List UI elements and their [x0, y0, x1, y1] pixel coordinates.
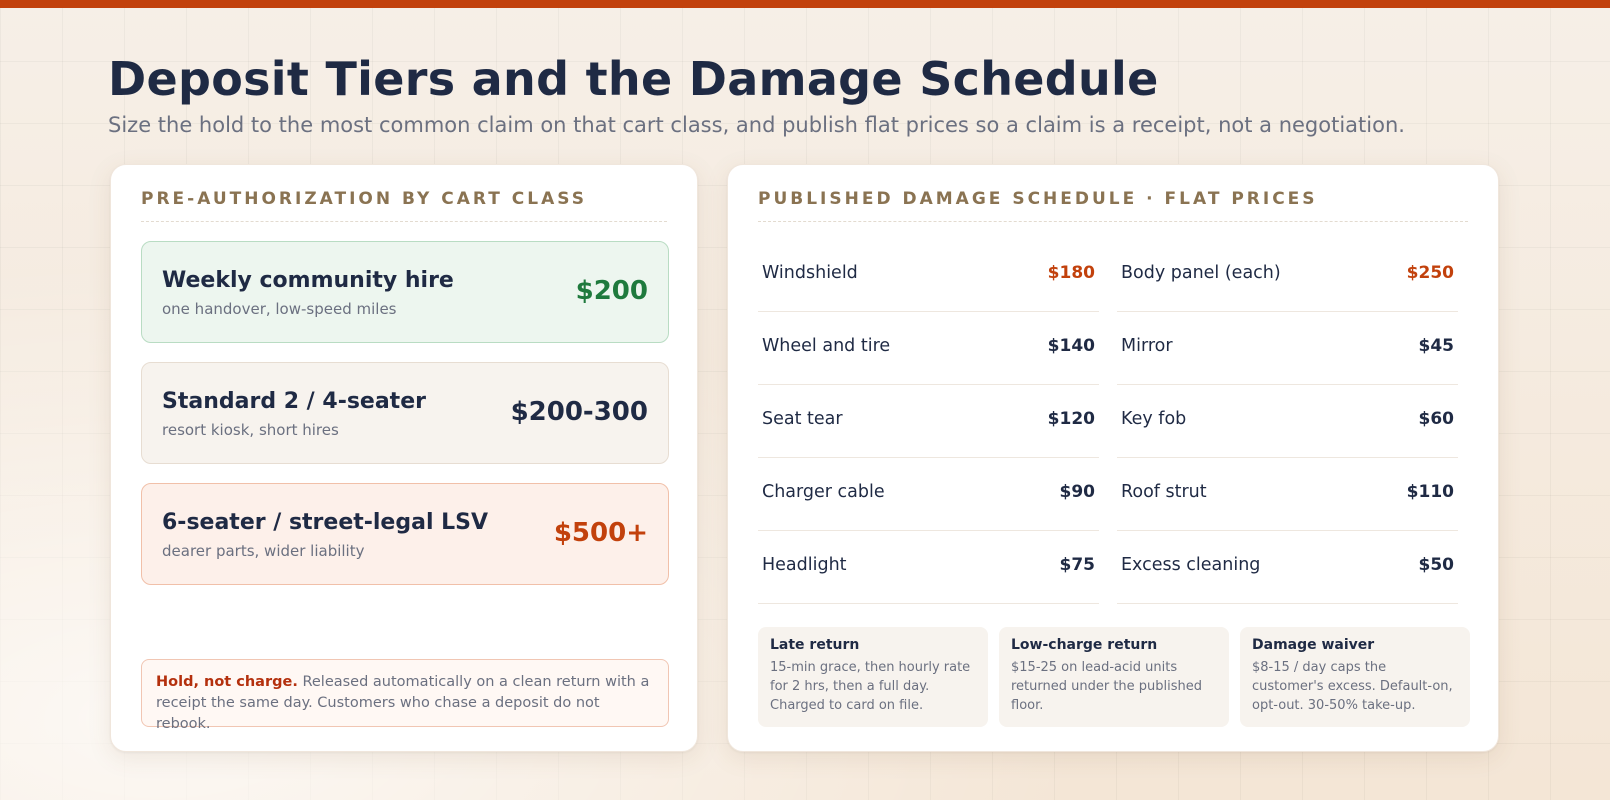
damage-item: Wheel and tire [762, 336, 891, 356]
damage-item: Mirror [1121, 336, 1173, 356]
damage-price: $180 [1047, 263, 1095, 283]
damage-price: $110 [1406, 482, 1454, 502]
note-text: $8-15 / day caps the customer's excess. Default-on, opt-out. 30-50% take-up. [1252, 660, 1453, 713]
damage-price: $60 [1418, 409, 1454, 429]
damage-price: $75 [1059, 555, 1095, 575]
note-title: Damage waiver [1252, 637, 1375, 653]
tier-standard [141, 362, 669, 464]
preauth-card [110, 164, 698, 752]
damage-row-mirror [1117, 310, 1458, 385]
tier-name: 6-seater / street-legal LSV [162, 510, 489, 535]
damage-row-body-panel [1117, 237, 1458, 312]
damage-row-wheel [758, 310, 1099, 385]
damage-row-headlight [758, 529, 1099, 604]
hold-note [141, 659, 669, 732]
damage-item: Headlight [762, 555, 847, 575]
damage-row-key-fob [1117, 383, 1458, 458]
page-title: Deposit Tiers and the Damage Schedule [108, 52, 1159, 106]
note-text: $15-25 on lead-acid units returned under the published floor. [1011, 660, 1203, 713]
tier-six-seater-lsv [141, 483, 669, 585]
note-title: Late return [770, 637, 860, 653]
note-damage-waiver [1240, 627, 1470, 727]
tier-desc: one handover, low-speed miles [162, 300, 397, 318]
page-subtitle: Size the hold to the most common claim on that cart class, and publish flat prices so a claim is a receipt, not a negotiation. [108, 113, 1405, 137]
hold-note-text: Released automatically on a clean return with a receipt the same day. Customers who chase a deposit do not rebook. [156, 674, 650, 732]
tier-price: $500+ [553, 518, 648, 548]
schedule-heading: PUBLISHED DAMAGE SCHEDULE · FLAT PRICES [758, 189, 1468, 222]
damage-item: Key fob [1121, 409, 1187, 429]
damage-schedule-card [727, 164, 1499, 752]
damage-row-seat-tear [758, 383, 1099, 458]
tier-name: Weekly community hire [162, 268, 454, 293]
damage-row-roof-strut [1117, 456, 1458, 531]
damage-item: Excess cleaning [1121, 555, 1261, 575]
top-accent-bar [0, 0, 1610, 8]
note-title: Low-charge return [1011, 637, 1158, 653]
note-late-return [758, 627, 988, 727]
damage-row-charger-cable [758, 456, 1099, 531]
damage-price: $250 [1406, 263, 1454, 283]
damage-row-excess-cleaning [1117, 529, 1458, 604]
damage-price: $45 [1418, 336, 1454, 356]
tier-price: $200-300 [510, 397, 648, 427]
note-text: 15-min grace, then hourly rate for 2 hrs, then a full day. Charged to card on file. [770, 660, 971, 713]
note-low-charge-return [999, 627, 1229, 727]
preauth-heading: PRE-AUTHORIZATION BY CART CLASS [141, 189, 667, 222]
tier-price: $200 [575, 276, 648, 306]
damage-price: $90 [1059, 482, 1095, 502]
tier-name: Standard 2 / 4-seater [162, 389, 426, 414]
damage-item: Body panel (each) [1121, 263, 1281, 283]
damage-price: $50 [1418, 555, 1454, 575]
damage-item: Windshield [762, 263, 858, 283]
tier-weekly-community [141, 241, 669, 343]
damage-price: $120 [1047, 409, 1095, 429]
tier-desc: dearer parts, wider liability [162, 542, 365, 560]
damage-item: Roof strut [1121, 482, 1207, 502]
tier-desc: resort kiosk, short hires [162, 421, 339, 439]
damage-row-windshield [758, 237, 1099, 312]
hold-note-bold: Hold, not charge. [156, 674, 298, 690]
damage-item: Charger cable [762, 482, 885, 502]
damage-item: Seat tear [762, 409, 843, 429]
damage-price: $140 [1047, 336, 1095, 356]
